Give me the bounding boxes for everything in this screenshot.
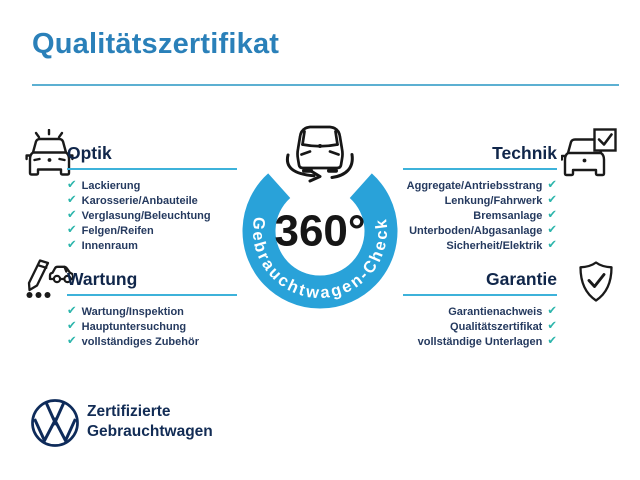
- check-item-label: vollständiges Zubehör: [81, 335, 199, 348]
- section-wartung-divider: [67, 294, 237, 296]
- vw-logo: [29, 397, 81, 449]
- section-wartung-title: Wartung: [67, 269, 138, 289]
- check-item-label: Wartung/Inspektion: [81, 305, 184, 318]
- check-icon: ✔: [67, 304, 77, 317]
- check-icon: ✔: [547, 178, 557, 191]
- section-wartung: [67, 270, 237, 349]
- check-item: [67, 208, 237, 223]
- check-icon: ✔: [67, 238, 77, 251]
- check-icon: ✔: [547, 304, 557, 317]
- check-item-label: Hauptuntersuchung: [81, 320, 187, 333]
- check-item-label: Qualitätszertifikat: [450, 320, 543, 333]
- check-icon: ✔: [67, 193, 77, 206]
- check-icon: ✔: [67, 178, 77, 191]
- section-optik-title: Optik: [67, 143, 112, 163]
- check-item-label: Karosserie/Anbauteile: [81, 194, 198, 207]
- check-icon: ✔: [547, 208, 557, 221]
- check-item: [403, 304, 557, 319]
- check-item: [403, 334, 557, 349]
- check-icon: ✔: [67, 208, 77, 221]
- section-wartung-list: [67, 304, 237, 349]
- check-item: [403, 238, 557, 253]
- section-technik-list: [403, 178, 557, 253]
- check-icon: ✔: [547, 238, 557, 251]
- check-icon: ✔: [547, 193, 557, 206]
- check-item: [67, 304, 237, 319]
- ring-label: Gebrauchtwagen-Check: [248, 216, 392, 303]
- check-item: [403, 223, 557, 238]
- check-item: [67, 178, 237, 193]
- check-item: [403, 193, 557, 208]
- section-optik-divider: [67, 168, 237, 170]
- service-note-car-icon: [21, 259, 73, 299]
- section-garantie: [403, 270, 557, 349]
- section-garantie-divider: [403, 294, 557, 296]
- brand-line-2: Gebrauchtwagen: [87, 422, 213, 440]
- check-item: [403, 208, 557, 223]
- check-item-label: Bremsanlage: [473, 209, 543, 222]
- check-icon: ✔: [67, 319, 77, 332]
- check-item-label: Garantienachweis: [448, 305, 543, 318]
- check-icon: ✔: [67, 223, 77, 236]
- check-item: [403, 319, 557, 334]
- check-item-label: Aggregate/Antriebsstrang: [406, 179, 543, 192]
- check-item-label: Innenraum: [81, 239, 138, 252]
- section-technik: [403, 144, 557, 253]
- section-technik-divider: [403, 168, 557, 170]
- car-front-checkbox-icon: [561, 128, 618, 177]
- section-garantie-list: [403, 304, 557, 349]
- check-icon: ✔: [547, 223, 557, 236]
- brand-line-1: Zertifizierte: [87, 403, 171, 420]
- page-title: Qualitätszertifikat: [32, 28, 280, 60]
- check-icon: ✔: [547, 319, 557, 332]
- degrees-label: 360°: [274, 206, 366, 256]
- shield-check-icon: [578, 261, 614, 302]
- section-optik-list: [67, 178, 237, 253]
- check-item: [67, 334, 237, 349]
- check-item-label: Verglasung/Beleuchtung: [81, 209, 211, 222]
- section-technik-title: Technik: [492, 143, 557, 163]
- section-garantie-title: Garantie: [486, 269, 557, 289]
- check-icon: ✔: [547, 334, 557, 347]
- check-item-label: vollständige Unterlagen: [417, 335, 543, 348]
- check-item: [403, 178, 557, 193]
- check-icon: ✔: [67, 334, 77, 347]
- section-optik: [67, 144, 237, 253]
- brand-text: [87, 402, 213, 441]
- check-item-label: Felgen/Reifen: [81, 224, 154, 237]
- check-item: [67, 223, 237, 238]
- car-rotate-360-icon: [280, 121, 360, 191]
- check-item: [67, 193, 237, 208]
- check-item-label: Lackierung: [81, 179, 141, 192]
- check-item-label: Lenkung/Fahrwerk: [444, 194, 543, 207]
- check-item: [67, 319, 237, 334]
- check-item-label: Unterboden/Abgasanlage: [409, 224, 543, 237]
- check-item-label: Sicherheit/Elektrik: [446, 239, 543, 252]
- check-item: [67, 238, 237, 253]
- header-divider: [32, 84, 619, 86]
